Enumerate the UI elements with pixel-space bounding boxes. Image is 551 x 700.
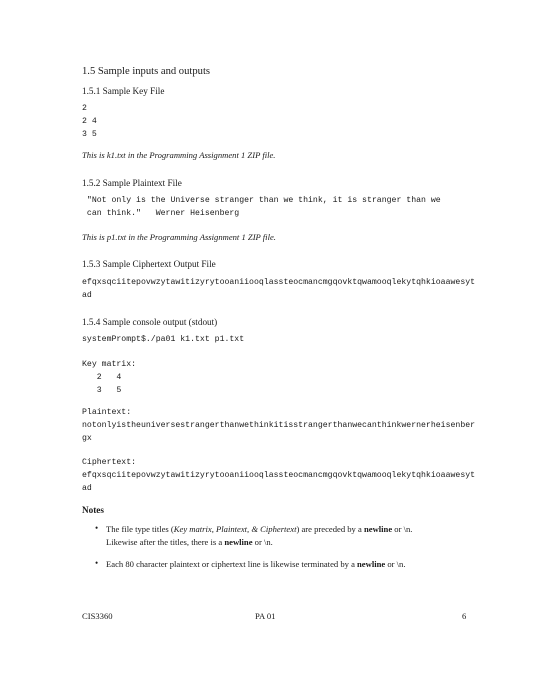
footer-assignment: PA 01 — [255, 611, 276, 621]
bullet-1-text: The file type titles ( — [106, 524, 174, 534]
bullet-1-text: or \n. — [392, 524, 413, 534]
bullet-1-bold: newline — [224, 537, 253, 547]
console-heading: 1.5.4 Sample console output (stdout) — [82, 317, 218, 327]
ciphertext-file-heading: 1.5.3 Sample Ciphertext Output File — [82, 259, 216, 269]
plaintext-file-line-1: "Not only is the Universe stranger than we think, it is stranger than we — [82, 196, 441, 205]
bullet-1-bold: newline — [363, 524, 393, 534]
key-file-line-3: 3 5 — [82, 130, 97, 139]
ciphertext-line-1: efqxsqciitepovwzytawitizyrytooaniiooqlassteocmancmgqovktqwamooqlekytqhkioaawesyt — [82, 471, 476, 480]
plaintext-file-heading: 1.5.2 Sample Plaintext File — [82, 178, 182, 188]
key-matrix-row-2: 3 5 — [82, 386, 122, 395]
bullet-dot: • — [95, 523, 99, 533]
key-file-heading: 1.5.1 Sample Key File — [82, 86, 165, 96]
bullet-1-text: ) are preceded by a — [296, 524, 364, 534]
section-title: 1.5 Sample inputs and outputs — [82, 66, 211, 77]
key-file-note: This is k1.txt in the Programming Assignment 1 ZIP file. — [82, 150, 276, 160]
plaintext-line-2: gx — [82, 434, 92, 443]
console-command: systemPrompt$./pa01 k1.txt p1.txt — [82, 335, 245, 344]
key-file-line-1: 2 — [82, 104, 87, 113]
key-file-line-2: 2 4 — [82, 117, 97, 126]
plaintext-file-note: This is p1.txt in the Programming Assignment 1 ZIP file. — [82, 232, 276, 242]
plaintext-label: Plaintext: — [82, 408, 132, 417]
ciphertext-line-2: ad — [82, 484, 92, 493]
bullet-1-text: or \n. — [252, 537, 273, 547]
bullet-2-text: or \n. — [385, 559, 406, 569]
key-matrix-row-1: 2 4 — [82, 373, 122, 382]
ciphertext-file-line-1: efqxsqciitepovwzytawitizyrytooaniiooqlassteocmancmgqovktqwamooqlekytqhkioaawesyt — [82, 278, 476, 287]
bullet-2-text: Each 80 character plaintext or ciphertext line is likewise terminated by a — [106, 559, 358, 569]
ciphertext-label: Ciphertext: — [82, 458, 137, 467]
notes-heading: Notes — [82, 505, 104, 515]
note-bullet-2 — [106, 558, 406, 571]
footer-course: CIS3360 — [82, 611, 113, 621]
plaintext-file-line-2: can think." Werner Heisenberg — [82, 209, 240, 218]
plaintext-line-1: notonlyistheuniversestrangerthanwethinkitisstrangerthanwecanthinkwernerheisenber — [82, 421, 476, 430]
note-bullet-1-line-2 — [106, 536, 273, 549]
bullet-dot: • — [95, 558, 99, 568]
bullet-1-text: Likewise after the titles, there is a — [106, 537, 225, 547]
bullet-2-bold: newline — [357, 559, 386, 569]
bullet-1-italic: Key matrix, Plaintext, & Ciphertext — [173, 524, 297, 534]
ciphertext-file-line-2: ad — [82, 291, 92, 300]
note-bullet-1-line-1 — [106, 523, 412, 536]
key-matrix-label: Key matrix: — [82, 360, 137, 369]
footer-page-number: 6 — [462, 611, 467, 621]
